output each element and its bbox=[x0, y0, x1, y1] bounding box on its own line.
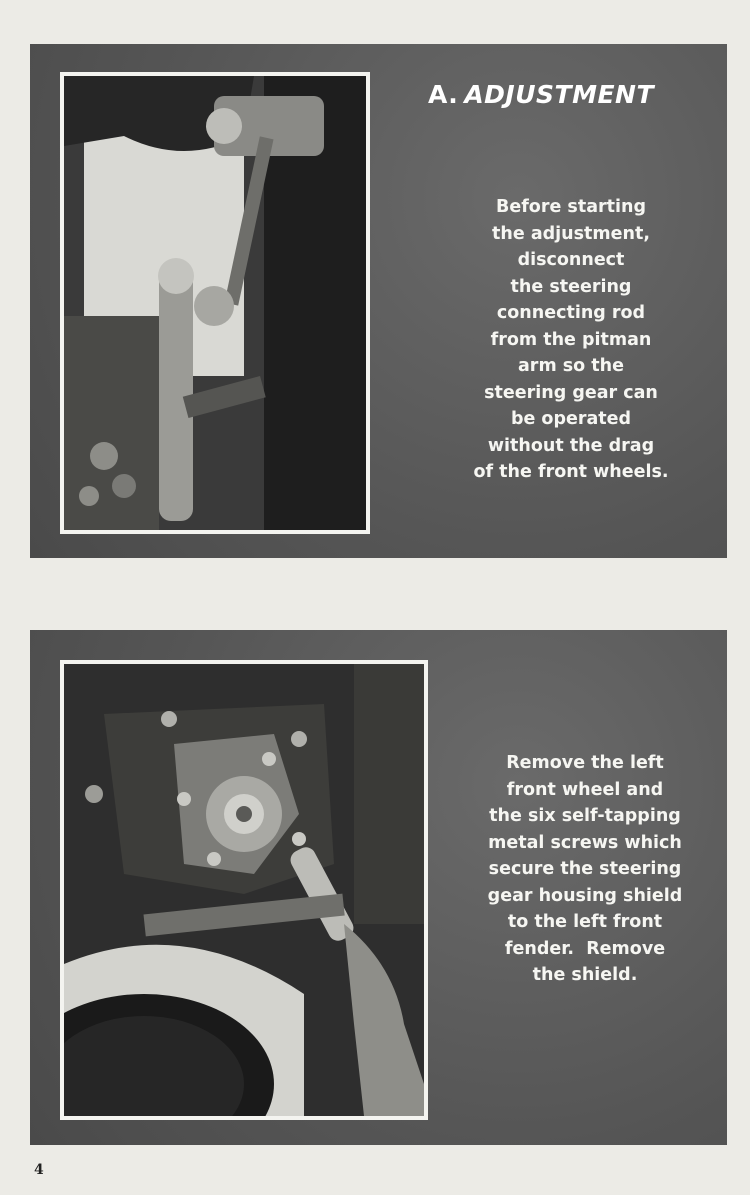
bottom-panel bbox=[30, 630, 727, 1145]
caption-line: without the drag bbox=[487, 435, 655, 456]
steering-gear-shield-illustration bbox=[64, 664, 424, 1116]
caption-line: connecting rod bbox=[496, 303, 646, 323]
section-letter: A. bbox=[428, 80, 459, 109]
section-title: ADJUSTMENT bbox=[464, 80, 655, 109]
caption-line: the shield. bbox=[532, 965, 638, 985]
caption-line: steering gear can bbox=[484, 382, 658, 403]
caption-line: from the pitman bbox=[490, 329, 652, 350]
top-caption bbox=[428, 194, 714, 486]
caption-line: to the left front bbox=[507, 912, 663, 932]
caption-line: Before starting bbox=[495, 197, 646, 217]
caption-line: of the front wheels. bbox=[473, 462, 669, 482]
steering-gear-shield-photo bbox=[60, 660, 428, 1120]
caption-line: be operated bbox=[510, 409, 632, 429]
caption-line: secure the steering bbox=[488, 859, 682, 879]
caption-line: gear housing shield bbox=[487, 885, 683, 906]
caption-line: fender. Remove bbox=[504, 938, 666, 959]
caption-line: arm so the bbox=[518, 356, 624, 376]
caption-line: the steering bbox=[510, 276, 632, 297]
steering-linkage-photo bbox=[60, 72, 370, 534]
caption-line: metal screws which bbox=[488, 832, 682, 853]
caption-line: the six self-tapping bbox=[489, 806, 681, 826]
top-panel bbox=[30, 44, 727, 558]
bottom-caption bbox=[454, 750, 716, 989]
caption-line: the adjustment, bbox=[492, 223, 650, 244]
section-heading bbox=[428, 80, 698, 109]
caption-line: Remove the left bbox=[506, 753, 664, 773]
page-number: 4 bbox=[34, 1162, 44, 1178]
caption-line: front wheel and bbox=[506, 779, 664, 800]
steering-linkage-illustration bbox=[64, 76, 366, 530]
caption-line: disconnect bbox=[517, 250, 625, 270]
